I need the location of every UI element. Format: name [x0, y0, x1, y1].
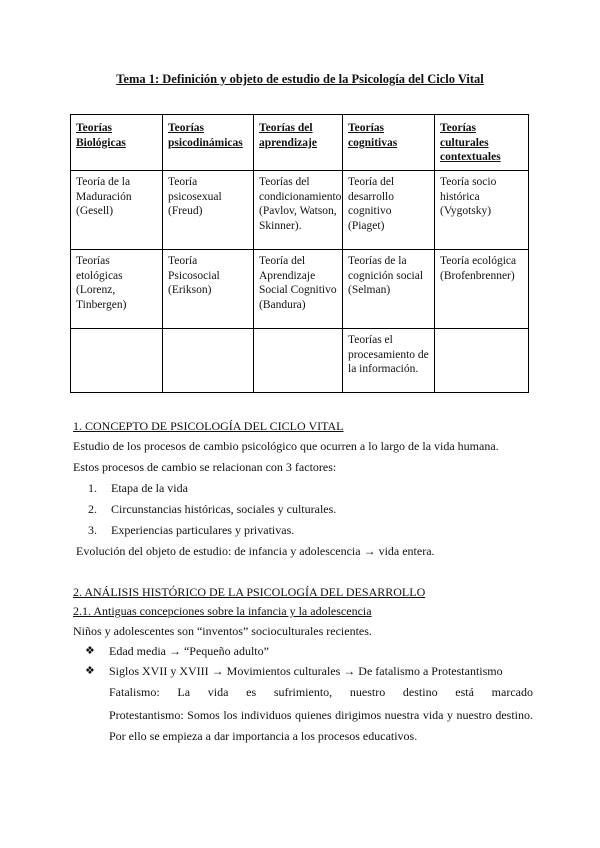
- list-item-text: Experiencias particulares y privativas.: [111, 523, 295, 537]
- table-cell: [435, 329, 529, 393]
- list-item: [73, 522, 533, 538]
- diamond-bullet-icon: ❖: [85, 645, 95, 657]
- theories-table: [70, 114, 529, 393]
- paragraph: Evolución del objeto de estudio: de infancia y adolescencia → vida entera.: [73, 544, 435, 558]
- list-item: [73, 663, 533, 747]
- header-cell: Teorías cognitivas: [343, 115, 435, 171]
- list-number: 3.: [88, 523, 97, 537]
- table-cell: Teoría Psicosocial (Erikson): [163, 250, 254, 329]
- table-cell: Teorías etológicas (Lorenz, Tinbergen): [71, 250, 163, 329]
- table-cell: Teoría psicosexual (Freud): [163, 171, 254, 250]
- header-cell: Teorías psicodinámicas: [163, 115, 254, 171]
- document-title: Tema 1: Definición y objeto de estudio de la Psicología del Ciclo Vital: [116, 72, 484, 86]
- table-row: [71, 329, 529, 393]
- list-item-text: Fatalismo: La vida es sufrimiento, nuestro destino está marcado: [109, 685, 533, 699]
- section-1: [73, 418, 533, 559]
- table-cell: [254, 329, 343, 393]
- table-cell: Teoría del desarrollo cognitivo (Piaget): [343, 171, 435, 250]
- list-item-text: Protestantismo: Somos los individuos quienes dirigimos nuestra vida y nuestro destino. Por ello se empieza a dar importancia a los procesos educativos.: [109, 708, 533, 743]
- list-number: 1.: [88, 481, 97, 495]
- bullet-list: [73, 643, 533, 747]
- header-cell: Teorías culturales contextuales: [435, 115, 529, 171]
- table-row: [71, 171, 529, 250]
- paragraph: Niños y adolescentes son “inventos” socioculturales recientes.: [73, 624, 372, 638]
- diamond-bullet-icon: ❖: [85, 665, 95, 677]
- table-cell: Teorías el procesamiento de la información.: [343, 329, 435, 393]
- section-heading: 1. CONCEPTO DE PSICOLOGÍA DEL CICLO VITAL: [73, 419, 344, 433]
- paragraph: Estos procesos de cambio se relacionan con 3 factores:: [73, 460, 337, 474]
- list-item: [73, 501, 533, 517]
- table-cell: Teorías de la cognición social (Selman): [343, 250, 435, 329]
- section-heading: 2. ANÁLISIS HISTÓRICO DE LA PSICOLOGÍA DEL DESARROLLO: [73, 585, 426, 599]
- table-header-row: [71, 115, 529, 171]
- header-cell: Teorías Biológicas: [71, 115, 163, 171]
- list-item-text: Etapa de la vida: [111, 481, 188, 495]
- list-item: [73, 643, 533, 659]
- table-cell: [71, 329, 163, 393]
- list-item-text: Edad media → “Pequeño adulto”: [109, 644, 269, 658]
- section-2: [73, 584, 533, 747]
- subsection-heading: 2.1. Antiguas concepciones sobre la infancia y la adolescencia: [73, 604, 372, 618]
- paragraph: Estudio de los procesos de cambio psicológico que ocurren a lo largo de la vida humana.: [73, 439, 499, 453]
- table-cell: Teorías del condicionamiento (Pavlov, Watson, Skinner).: [254, 171, 343, 250]
- list-item-text: Siglos XVII y XVIII → Movimientos culturales → De fatalismo a Protestantismo: [109, 664, 503, 678]
- table-row: [71, 250, 529, 329]
- list-number: 2.: [88, 502, 97, 516]
- table-cell: [163, 329, 254, 393]
- table-cell: Teoría del Aprendizaje Social Cognitivo (Bandura): [254, 250, 343, 329]
- list-item: [73, 480, 533, 496]
- table-cell: Teoría socio histórica (Vygotsky): [435, 171, 529, 250]
- table-cell: Teoría de la Maduración (Gesell): [71, 171, 163, 250]
- table-cell: Teoría ecológica (Brofenbrenner): [435, 250, 529, 329]
- list-item-text: Circunstancias históricas, sociales y culturales.: [111, 502, 337, 516]
- factor-list: [73, 480, 533, 538]
- header-cell: Teorías del aprendizaje: [254, 115, 343, 171]
